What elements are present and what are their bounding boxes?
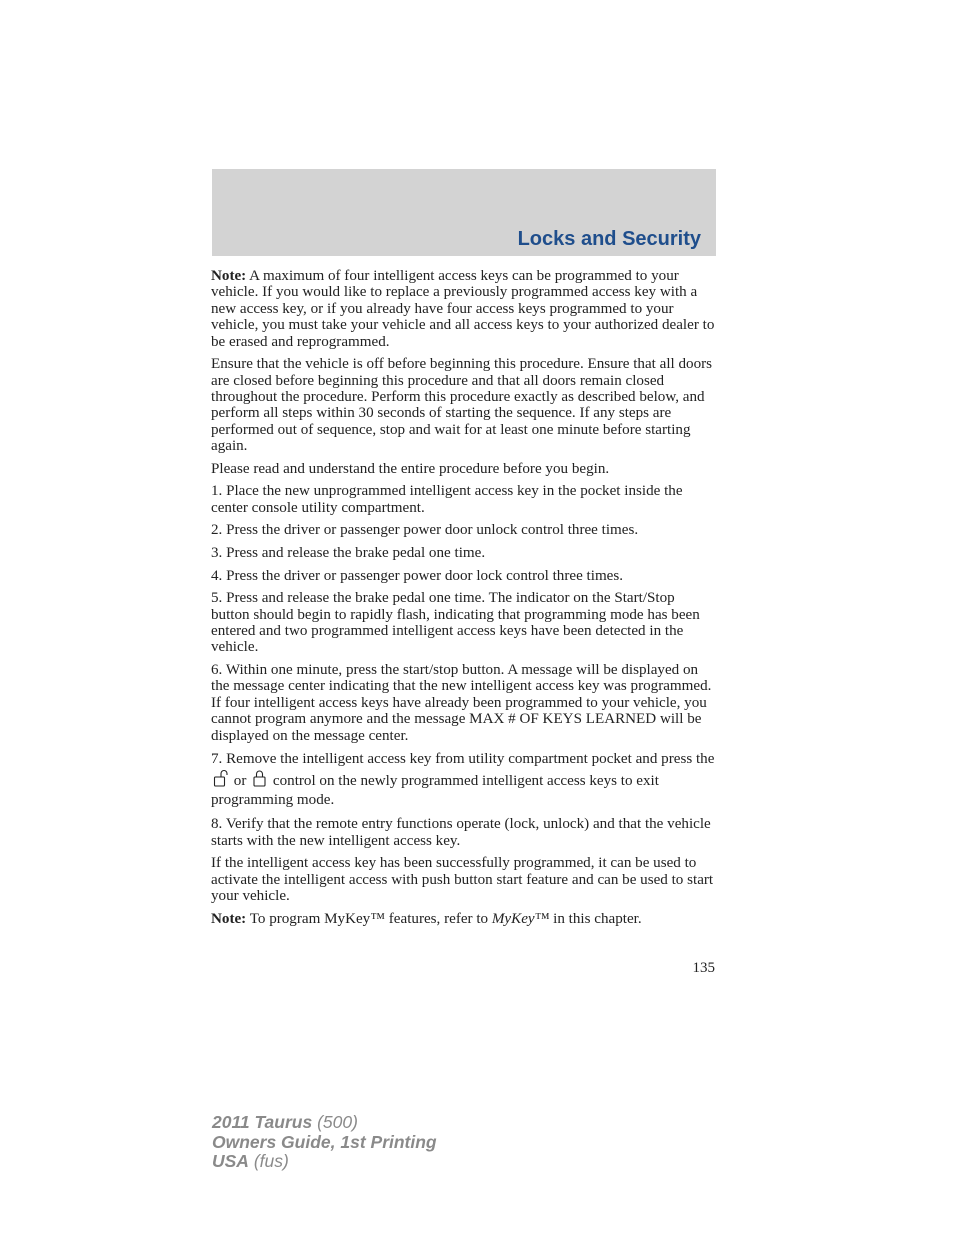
footer-region: USA (212, 1151, 249, 1171)
document-footer (212, 1113, 437, 1172)
read-paragraph: Please read and understand the entire procedure before you begin. (211, 460, 610, 477)
note-paragraph (211, 268, 717, 350)
note-label: Note: (211, 910, 247, 927)
step-7-or: or (230, 773, 251, 790)
footer-line-2: Owners Guide, 1st Printing (212, 1131, 437, 1152)
step-8: 8. Verify that the remote entry functions operate (lock, unlock) and that the vehicle starts with the new intelligent access key. (211, 816, 711, 849)
section-header-band (212, 169, 716, 256)
note-label: Note: (211, 268, 247, 284)
step-7-text-a: 7. Remove the intelligent access key from utility compartment pocket and press the (211, 751, 715, 768)
step-7 (211, 750, 717, 810)
step-6: 6. Within one minute, press the start/stop button. A message will be displayed on the message center indicating that the new intelligent access key was programmed. If four intelligent access keys have already been programmed to your vehicle, you cannot program anymore and the message MAX # OF KEYS LEARNED will be displayed on the message center. (211, 662, 712, 744)
step-7-text-b: control on the newly programmed intelligent access keys to exit programming mode. (211, 773, 659, 809)
step-4: 4. Press the driver or passenger power door lock control three times. (211, 567, 624, 584)
section-title: Locks and Security (517, 228, 701, 250)
footer-model: 2011 Taurus (212, 1112, 313, 1132)
lock-icon (252, 769, 267, 787)
step-3: 3. Press and release the brake pedal one time. (211, 545, 486, 562)
note-text-b: in this chapter. (549, 910, 642, 927)
step-2: 2. Press the driver or passenger power door unlock control three times. (211, 522, 639, 539)
page-number: 135 (692, 960, 715, 976)
footer-region-code: (fus) (248, 1151, 289, 1171)
step-5: 5. Press and release the brake pedal one time. The indicator on the Start/Stop button should begin to rapidly flash, indicating that programming mode has been entered and two programmed intelligent access keys have been detected in the vehicle. (211, 590, 700, 656)
page-body (211, 268, 717, 933)
mykey-note (211, 911, 717, 927)
footer-line-1 (212, 1113, 437, 1133)
success-paragraph: If the intelligent access key has been successfully programmed, it can be used to activate the intelligent access with push button start feature and can be used to start your vehicle. (211, 855, 714, 905)
footer-line-3 (212, 1152, 437, 1172)
unlock-icon (213, 769, 228, 787)
note-text-a: To program MyKey™ features, refer to (246, 910, 492, 927)
step-1: 1. Place the new unprogrammed intelligent access key in the pocket inside the center console utility compartment. (211, 483, 683, 516)
ensure-paragraph: Ensure that the vehicle is off before beginning this procedure. Ensure that all doors are closed before beginning this procedure and that all doors remain closed throughout the procedure. Perform this procedure exactly as described below, and perform all steps within 30 seconds of starting the sequence. If any steps are performed out of sequence, stop and wait for at least one minute before starting again. (211, 356, 713, 455)
mykey-reference: MyKey™ (491, 910, 550, 927)
footer-model-code: (500) (312, 1112, 358, 1132)
note-text: A maximum of four intelligent access keys can be programmed to your vehicle. If you would like to replace a previously programmed access key with a new access key, or if you already have four access keys programmed to your vehicle, you must take your vehicle and all access keys to your authorized dealer to be erased and reprogrammed. (211, 268, 715, 350)
